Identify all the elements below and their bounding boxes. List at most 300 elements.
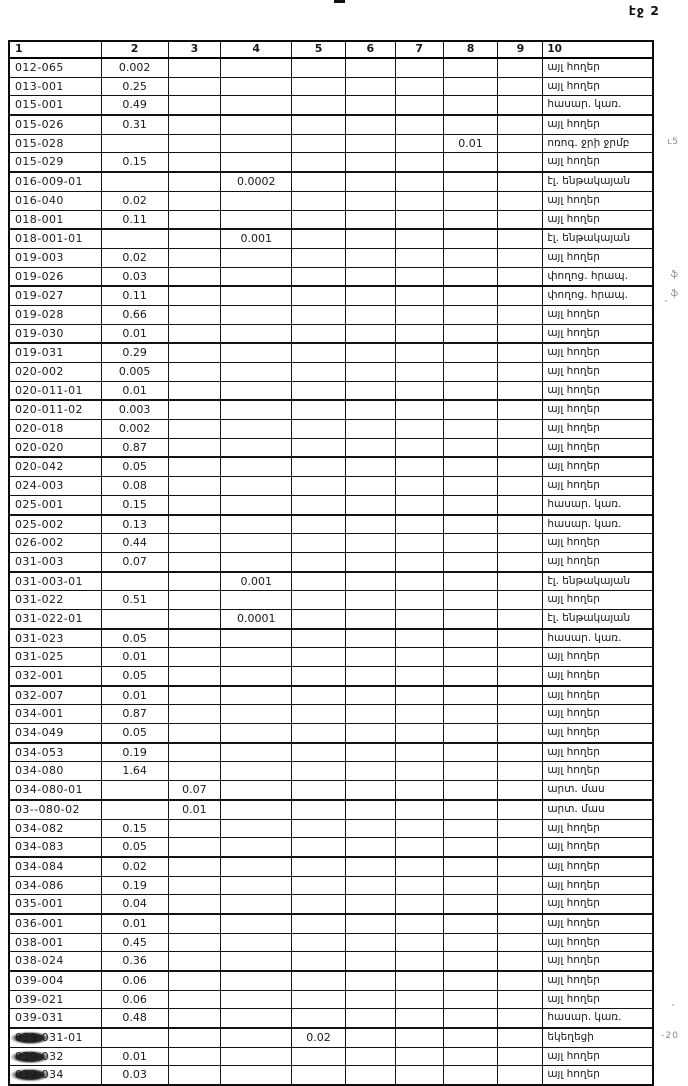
value-cell-col2: 0.31 xyxy=(102,116,169,134)
value-cell-col6 xyxy=(346,705,396,723)
value-cell-col3 xyxy=(169,173,222,191)
value-cell-col4 xyxy=(221,153,292,171)
value-cell-col9 xyxy=(498,420,543,438)
value-cell-col3 xyxy=(169,96,222,114)
value-cell-col7 xyxy=(396,667,444,685)
value-cell-col9 xyxy=(498,211,543,229)
value-cell-col7 xyxy=(396,952,444,970)
land-type-cell: հասար. կառ. xyxy=(547,497,622,510)
value-cell-col8 xyxy=(444,915,499,933)
value-cell-col4 xyxy=(221,363,292,381)
value-cell-col9 xyxy=(498,1066,543,1084)
value-cell-col6 xyxy=(346,895,396,913)
parcel-code-cell: 034-080 xyxy=(10,762,102,780)
value-cell-col3 xyxy=(169,705,222,723)
table-row xyxy=(10,724,652,744)
value-cell-col8 xyxy=(444,363,499,381)
value-cell-col4: 0.001 xyxy=(221,230,292,248)
value-cell-col6 xyxy=(346,496,396,514)
value-cell-col8 xyxy=(444,96,499,114)
parcel-code-cell: 015-028 xyxy=(10,135,102,153)
value-cell-col3 xyxy=(169,59,222,77)
value-cell-col7 xyxy=(396,838,444,856)
value-cell-col6 xyxy=(346,268,396,286)
scan-speck xyxy=(672,1004,674,1006)
value-cell-col4 xyxy=(221,781,292,799)
table-row xyxy=(10,439,652,459)
value-cell-col4 xyxy=(221,991,292,1009)
land-type-cell: հասար. կառ. xyxy=(547,98,622,111)
value-cell-col9 xyxy=(498,116,543,134)
value-cell-col8 xyxy=(444,952,499,970)
value-cell-col9 xyxy=(498,344,543,362)
value-cell-col2: 0.02 xyxy=(102,249,169,267)
land-type-cell: այլ հողեր xyxy=(547,688,600,701)
value-cell-col2: 0.08 xyxy=(102,477,169,495)
column-header-2: 2 xyxy=(102,42,169,57)
value-cell-col2 xyxy=(102,135,169,153)
parcel-code-cell: 039-031 xyxy=(10,1009,102,1027)
value-cell-col5 xyxy=(292,135,346,153)
value-cell-col3 xyxy=(169,687,222,705)
land-type-cell: այլ հողեր xyxy=(547,346,600,359)
value-cell-col8 xyxy=(444,534,499,552)
value-cell-col3 xyxy=(169,420,222,438)
land-type-cell: այլ հողեր xyxy=(547,554,600,567)
value-cell-col9 xyxy=(498,382,543,400)
value-cell-col5 xyxy=(292,116,346,134)
value-cell-col9 xyxy=(498,820,543,838)
land-type-cell: հասար. կառ. xyxy=(547,1011,622,1024)
value-cell-col6 xyxy=(346,1009,396,1027)
value-cell-col4 xyxy=(221,553,292,571)
value-cell-col4: 0.001 xyxy=(221,573,292,591)
value-cell-col9 xyxy=(498,915,543,933)
value-cell-col6 xyxy=(346,858,396,876)
parcel-code-cell: 020-011-02 xyxy=(10,401,102,419)
parcel-code-cell: 031-003-01 xyxy=(10,573,102,591)
value-cell-col2 xyxy=(102,801,169,819)
parcel-code-cell: 020-042 xyxy=(10,458,102,476)
value-cell-col7 xyxy=(396,762,444,780)
column-header-1: 1 xyxy=(10,42,102,57)
table-row xyxy=(10,173,652,192)
value-cell-col5 xyxy=(292,630,346,648)
table-row xyxy=(10,382,652,402)
land-type-cell: այլ հողեր xyxy=(547,840,600,853)
value-cell-col6 xyxy=(346,116,396,134)
parcel-code-cell: 016-040 xyxy=(10,192,102,210)
parcel-code-cell: 015-029 xyxy=(10,153,102,171)
value-cell-col2: 0.03 xyxy=(102,268,169,286)
value-cell-col4 xyxy=(221,801,292,819)
value-cell-col5: 0.02 xyxy=(292,1029,346,1047)
column-header-10: 10 xyxy=(547,43,562,55)
value-cell-col7 xyxy=(396,724,444,742)
land-type-cell: էլ. ենթակայան xyxy=(547,574,631,587)
value-cell-col7 xyxy=(396,972,444,990)
value-cell-col7 xyxy=(396,420,444,438)
value-cell-col3 xyxy=(169,591,222,609)
value-cell-col3 xyxy=(169,78,222,96)
land-type-cell: այլ հողեր xyxy=(547,650,600,663)
value-cell-col2: 0.66 xyxy=(102,306,169,324)
value-cell-col4 xyxy=(221,59,292,77)
value-cell-col7 xyxy=(396,687,444,705)
land-type-cell: այլ հողեր xyxy=(547,859,600,872)
value-cell-col4 xyxy=(221,1048,292,1066)
value-cell-col6 xyxy=(346,820,396,838)
column-header-8: 8 xyxy=(444,42,499,57)
table-row xyxy=(10,325,652,345)
value-cell-col7 xyxy=(396,287,444,305)
value-cell-col9 xyxy=(498,744,543,762)
table-row xyxy=(10,287,679,306)
parcel-code-cell: 039-031-01 xyxy=(10,1029,102,1047)
value-cell-col9 xyxy=(498,877,543,895)
value-cell-col8 xyxy=(444,477,499,495)
value-cell-col2: 0.03 xyxy=(102,1066,169,1084)
value-cell-col8 xyxy=(444,116,499,134)
table-row xyxy=(10,877,652,896)
value-cell-col5 xyxy=(292,934,346,952)
value-cell-col7 xyxy=(396,573,444,591)
value-cell-col5 xyxy=(292,325,346,343)
value-cell-col4 xyxy=(221,325,292,343)
value-cell-col4 xyxy=(221,287,292,305)
value-cell-col2: 0.19 xyxy=(102,877,169,895)
value-cell-col7 xyxy=(396,173,444,191)
value-cell-col7 xyxy=(396,991,444,1009)
table-body xyxy=(10,59,679,1084)
value-cell-col5 xyxy=(292,838,346,856)
land-type-cell: այլ հողեր xyxy=(547,992,600,1005)
value-cell-col3 xyxy=(169,724,222,742)
value-cell-col2: 0.002 xyxy=(102,420,169,438)
value-cell-col5 xyxy=(292,553,346,571)
value-cell-col5 xyxy=(292,1066,346,1084)
value-cell-col2 xyxy=(102,573,169,591)
parcel-code-cell: 024-003 xyxy=(10,477,102,495)
table-row xyxy=(10,1029,679,1048)
land-type-cell: այլ հողեր xyxy=(547,726,600,739)
land-type-cell: այլ հողեր xyxy=(547,365,600,377)
value-cell-col5 xyxy=(292,648,346,666)
value-cell-col9 xyxy=(498,135,543,153)
table-row xyxy=(10,78,652,97)
value-cell-col8 xyxy=(444,762,499,780)
value-cell-col2: 0.51 xyxy=(102,591,169,609)
parcel-code-cell: 015-026 xyxy=(10,116,102,134)
parcel-code-cell: 018-001 xyxy=(10,211,102,229)
table-row xyxy=(10,268,679,288)
value-cell-col9 xyxy=(498,934,543,952)
value-cell-col7 xyxy=(396,1009,444,1027)
value-cell-col5 xyxy=(292,306,346,324)
value-cell-col9 xyxy=(498,610,543,628)
value-cell-col4 xyxy=(221,382,292,400)
value-cell-col4 xyxy=(221,648,292,666)
land-type-cell: այլ հողեր xyxy=(547,460,600,473)
parcel-code-cell: 032-007 xyxy=(10,687,102,705)
parcel-code-cell: 025-002 xyxy=(10,516,102,534)
value-cell-col2: 0.05 xyxy=(102,630,169,648)
value-cell-col4 xyxy=(221,838,292,856)
value-cell-col6 xyxy=(346,439,396,457)
value-cell-col4 xyxy=(221,192,292,210)
value-cell-col8 xyxy=(444,439,499,457)
value-cell-col8 xyxy=(444,991,499,1009)
value-cell-col4 xyxy=(221,439,292,457)
value-cell-col3 xyxy=(169,439,222,457)
value-cell-col7 xyxy=(396,781,444,799)
value-cell-col8 xyxy=(444,249,499,267)
value-cell-col9 xyxy=(498,972,543,990)
value-cell-col8 xyxy=(444,838,499,856)
value-cell-col6 xyxy=(346,192,396,210)
value-cell-col6 xyxy=(346,59,396,77)
parcel-code-cell: 018-001-01 xyxy=(10,230,102,248)
table-row xyxy=(10,1048,652,1067)
value-cell-col6 xyxy=(346,591,396,609)
value-cell-col3 xyxy=(169,249,222,267)
value-cell-col7 xyxy=(396,96,444,114)
value-cell-col8 xyxy=(444,230,499,248)
value-cell-col8 xyxy=(444,173,499,191)
value-cell-col2: 0.13 xyxy=(102,516,169,534)
parcel-code-cell: 034-082 xyxy=(10,820,102,838)
value-cell-col5 xyxy=(292,991,346,1009)
table-row xyxy=(10,230,652,249)
value-cell-col2 xyxy=(102,230,169,248)
parcel-code-cell: 013-001 xyxy=(10,78,102,96)
value-cell-col4 xyxy=(221,877,292,895)
value-cell-col9 xyxy=(498,838,543,856)
value-cell-col8 xyxy=(444,78,499,96)
parcel-code-cell: 031-003 xyxy=(10,553,102,571)
table-row xyxy=(10,820,652,839)
value-cell-col3 xyxy=(169,1009,222,1027)
value-cell-col5 xyxy=(292,610,346,628)
value-cell-col5 xyxy=(292,496,346,514)
value-cell-col9 xyxy=(498,496,543,514)
value-cell-col7 xyxy=(396,496,444,514)
value-cell-col8 xyxy=(444,705,499,723)
value-cell-col2: 0.07 xyxy=(102,553,169,571)
value-cell-col5 xyxy=(292,78,346,96)
value-cell-col6 xyxy=(346,648,396,666)
value-cell-col8 xyxy=(444,591,499,609)
value-cell-col9 xyxy=(498,534,543,552)
value-cell-col3 xyxy=(169,1029,222,1047)
value-cell-col3 xyxy=(169,382,222,400)
value-cell-col6 xyxy=(346,306,396,324)
value-cell-col8 xyxy=(444,630,499,648)
value-cell-col6 xyxy=(346,667,396,685)
value-cell-col6 xyxy=(346,135,396,153)
value-cell-col3: 0.07 xyxy=(169,781,222,799)
parcel-code-cell: 034-086 xyxy=(10,877,102,895)
value-cell-col4 xyxy=(221,762,292,780)
value-cell-col5 xyxy=(292,724,346,742)
value-cell-col5 xyxy=(292,781,346,799)
value-cell-col4 xyxy=(221,135,292,153)
value-cell-col4 xyxy=(221,630,292,648)
value-cell-col9 xyxy=(498,268,543,286)
value-cell-col3 xyxy=(169,553,222,571)
value-cell-col8 xyxy=(444,1048,499,1066)
value-cell-col3 xyxy=(169,915,222,933)
value-cell-col7 xyxy=(396,249,444,267)
value-cell-col5 xyxy=(292,895,346,913)
table-row xyxy=(10,1066,652,1084)
value-cell-col7 xyxy=(396,895,444,913)
table-row xyxy=(10,420,652,439)
value-cell-col8 xyxy=(444,687,499,705)
value-cell-col4 xyxy=(221,211,292,229)
column-header-9: 9 xyxy=(498,42,543,57)
land-type-cell: այլ հողեր xyxy=(547,669,600,681)
table-row xyxy=(10,249,652,268)
value-cell-col8 xyxy=(444,724,499,742)
value-cell-col6 xyxy=(346,477,396,495)
table-row xyxy=(10,573,652,592)
land-type-cell: այլ հողեր xyxy=(547,326,600,339)
value-cell-col8 xyxy=(444,458,499,476)
value-cell-col8 xyxy=(444,211,499,229)
value-cell-col5 xyxy=(292,877,346,895)
value-cell-col9 xyxy=(498,724,543,742)
table-row xyxy=(10,915,652,934)
value-cell-col9 xyxy=(498,1048,543,1066)
value-cell-col3 xyxy=(169,211,222,229)
value-cell-col4 xyxy=(221,591,292,609)
column-header-4: 4 xyxy=(221,42,292,57)
value-cell-col7 xyxy=(396,135,444,153)
land-type-cell: այլ հողեր xyxy=(547,821,600,834)
value-cell-col2: 0.11 xyxy=(102,287,169,305)
value-cell-col3 xyxy=(169,363,222,381)
value-cell-col3 xyxy=(169,667,222,685)
value-cell-col6 xyxy=(346,915,396,933)
table-row xyxy=(10,838,652,858)
parcel-code-cell: 019-027 xyxy=(10,287,102,305)
value-cell-col6 xyxy=(346,325,396,343)
parcel-code-cell: 019-028 xyxy=(10,306,102,324)
table-row xyxy=(10,363,652,382)
value-cell-col7 xyxy=(396,153,444,171)
value-cell-col8 xyxy=(444,516,499,534)
value-cell-col3 xyxy=(169,1066,222,1084)
land-type-cell: այլ հողեր xyxy=(547,479,600,492)
value-cell-col8 xyxy=(444,573,499,591)
value-cell-col2: 0.05 xyxy=(102,667,169,685)
margin-annotation: ւ5 xyxy=(667,136,679,147)
value-cell-col6 xyxy=(346,801,396,819)
value-cell-col4 xyxy=(221,306,292,324)
value-cell-col9 xyxy=(498,287,543,305)
value-cell-col6 xyxy=(346,877,396,895)
value-cell-col5 xyxy=(292,744,346,762)
value-cell-col6 xyxy=(346,762,396,780)
table-row xyxy=(10,762,652,781)
value-cell-col5 xyxy=(292,211,346,229)
value-cell-col4: 0.0002 xyxy=(221,173,292,191)
value-cell-col6 xyxy=(346,972,396,990)
value-cell-col5 xyxy=(292,268,346,286)
value-cell-col5 xyxy=(292,516,346,534)
value-cell-col4 xyxy=(221,249,292,267)
value-cell-col3 xyxy=(169,534,222,552)
value-cell-col9 xyxy=(498,1009,543,1027)
value-cell-col5 xyxy=(292,420,346,438)
value-cell-col7 xyxy=(396,858,444,876)
value-cell-col7 xyxy=(396,934,444,952)
land-type-cell: այլ հողեր xyxy=(547,1049,600,1062)
value-cell-col5 xyxy=(292,915,346,933)
value-cell-col6 xyxy=(346,1066,396,1084)
value-cell-col5 xyxy=(292,762,346,780)
value-cell-col6 xyxy=(346,553,396,571)
table-row xyxy=(10,934,652,953)
value-cell-col8 xyxy=(444,858,499,876)
value-cell-col4 xyxy=(221,934,292,952)
value-cell-col8 xyxy=(444,801,499,819)
table-row xyxy=(10,192,652,211)
value-cell-col7 xyxy=(396,744,444,762)
land-type-cell: հասար. կառ. xyxy=(547,517,622,530)
value-cell-col2: 0.01 xyxy=(102,915,169,933)
value-cell-col8 xyxy=(444,344,499,362)
value-cell-col9 xyxy=(498,516,543,534)
value-cell-col5 xyxy=(292,344,346,362)
land-type-cell: այլ հողեր xyxy=(547,935,600,948)
value-cell-col5 xyxy=(292,573,346,591)
value-cell-col3 xyxy=(169,877,222,895)
margin-annotation: ֆ xyxy=(670,269,679,280)
value-cell-col7 xyxy=(396,401,444,419)
table-row xyxy=(10,687,652,706)
value-cell-col8 xyxy=(444,1066,499,1084)
value-cell-col2: 0.87 xyxy=(102,705,169,723)
value-cell-col4 xyxy=(221,401,292,419)
table-row xyxy=(10,477,652,496)
parcel-code-cell: 031-023 xyxy=(10,630,102,648)
land-type-cell: արտ. մաս xyxy=(547,802,605,815)
value-cell-col5 xyxy=(292,534,346,552)
table-row xyxy=(10,458,652,477)
land-type-cell: այլ հողեր xyxy=(547,212,600,225)
value-cell-col7 xyxy=(396,630,444,648)
value-cell-col7 xyxy=(396,458,444,476)
value-cell-col6 xyxy=(346,991,396,1009)
value-cell-col7 xyxy=(396,915,444,933)
value-cell-col6 xyxy=(346,78,396,96)
value-cell-col9 xyxy=(498,781,543,799)
value-cell-col4 xyxy=(221,667,292,685)
value-cell-col7 xyxy=(396,801,444,819)
page-number-label: էջ 2 xyxy=(628,3,660,18)
value-cell-col2: 0.003 xyxy=(102,401,169,419)
value-cell-col3 xyxy=(169,153,222,171)
value-cell-col3 xyxy=(169,934,222,952)
value-cell-col3 xyxy=(169,744,222,762)
parcel-code-cell: 019-003 xyxy=(10,249,102,267)
value-cell-col9 xyxy=(498,363,543,381)
value-cell-col8 xyxy=(444,877,499,895)
value-cell-col2: 0.15 xyxy=(102,496,169,514)
land-type-cell: փողոց. հրապ. xyxy=(547,289,628,302)
